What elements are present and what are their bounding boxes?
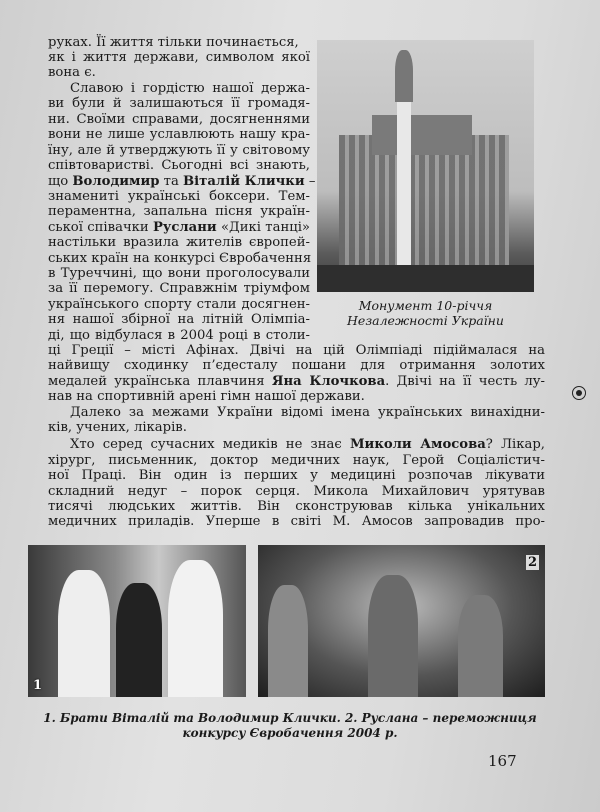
text: що <box>48 174 73 189</box>
text-line: в Туреччині, що вони проголосували <box>48 266 310 281</box>
text-line <box>48 174 316 189</box>
text-line: хірург, письменник, доктор медичних наук, Герой Соціалістич- <box>48 453 545 468</box>
building-shape <box>339 135 509 275</box>
building-top <box>372 115 472 155</box>
photo-label: 2 <box>527 555 537 570</box>
text-line: ді, що відбулася в 2004 році в столи- <box>48 328 310 343</box>
caption-line: 1. Брати Віталій та Володимир Клички. 2. Руслана – переможниця <box>43 711 537 725</box>
bold-name: Володимир <box>72 174 160 189</box>
text-line: медичних приладів. Уперше в світі М. Амосов запровадив про- <box>48 514 545 529</box>
caption-line: Монумент 10-річчя <box>358 298 493 313</box>
text: . Двічі на її честь лу- <box>385 374 545 389</box>
person-shape <box>58 570 110 697</box>
text: ської співачки <box>48 220 153 235</box>
text-line <box>48 220 310 235</box>
photo-label: 1 <box>33 678 43 693</box>
text-line <box>48 437 545 452</box>
dancer-shape <box>268 585 308 697</box>
bold-name: Миколи Амосова <box>349 437 486 452</box>
text-line: пераментна, запальна пісня україн- <box>48 204 310 219</box>
bold-name: Яна Клочкова <box>271 374 386 389</box>
text: «Дикі танці» <box>216 220 310 235</box>
text-line: за її перемогу. Справжнім тріумфом <box>48 281 310 296</box>
text-line: Славою і гордістю нашої держа- <box>70 81 310 96</box>
caption-line: Незалежності України <box>347 313 504 328</box>
person-shape <box>168 560 223 697</box>
statue-shape <box>395 50 413 102</box>
text-line: ків, учених, лікарів. <box>48 420 187 435</box>
ruslana-photo <box>258 545 545 697</box>
text-line: тисячі людських життів. Він сконструював кілька унікальних <box>48 499 545 514</box>
text: Хто серед сучасних медиків не знає <box>70 437 350 452</box>
text-line: ної Праці. Він один із перших у медицині розпочав лікувати <box>48 468 545 483</box>
text: ? Лікар, <box>485 437 545 452</box>
text-line: співтоваристві. Сьогодні всі знають, <box>48 158 310 173</box>
text-line: складний недуг – порок серця. Микола Михайлович урятував <box>48 484 545 499</box>
text: та <box>159 174 184 189</box>
dancer-shape <box>368 575 418 697</box>
text-line: настільки вразила жителів європей- <box>48 235 310 250</box>
text-line: ни. Своїми справами, досягненнями <box>48 112 310 127</box>
column-shape <box>397 100 411 270</box>
photos-caption <box>30 711 550 741</box>
text: – <box>304 174 316 189</box>
dancer-shape <box>458 595 503 697</box>
page-number: 167 <box>488 752 517 770</box>
monument-caption <box>318 298 533 328</box>
text-line: українського спорту стали досягнен- <box>48 297 310 312</box>
text-line: як і життя держави, символом якої <box>48 50 310 65</box>
text: медалей українська плавчиня <box>48 374 272 389</box>
ground-shape <box>317 265 534 292</box>
text-line: ня нашої збірної на літній Олімпіа- <box>48 312 310 327</box>
text-line: ських країн на конкурсі Євробачення <box>48 251 312 266</box>
text-line: їну, але й утверджують її у світовому <box>48 143 310 158</box>
text-line: руках. Її життя тільки починається, <box>48 35 299 50</box>
registration-mark-icon <box>572 386 586 400</box>
text-line <box>48 374 545 389</box>
text-line: знамениті українські боксери. Тем- <box>48 189 310 204</box>
bold-name: Віталій Клички <box>183 174 305 189</box>
text-line: ці Греції – місті Афінах. Двічі на цій Олімпіаді підіймалася на <box>48 343 545 358</box>
text-line: вона є. <box>48 65 96 80</box>
text-line: вони не лише уславлюють нашу кра- <box>48 127 310 142</box>
person-shape <box>116 583 162 697</box>
klitschko-brothers-photo <box>28 545 246 697</box>
caption-line: конкурсу Євробачення 2004 р. <box>182 726 398 740</box>
text-line: Далеко за межами України відомі імена українських винахідни- <box>70 405 545 420</box>
text-line: нав на спортивній арені гімн нашої держави. <box>48 389 365 404</box>
monument-photo <box>317 40 534 292</box>
text-line: найвищу сходинку п’єдесталу пошани для отримання золотих <box>48 358 545 373</box>
text-line: ви були й залишаються її громадя- <box>48 96 310 111</box>
bold-name: Руслани <box>152 220 217 235</box>
